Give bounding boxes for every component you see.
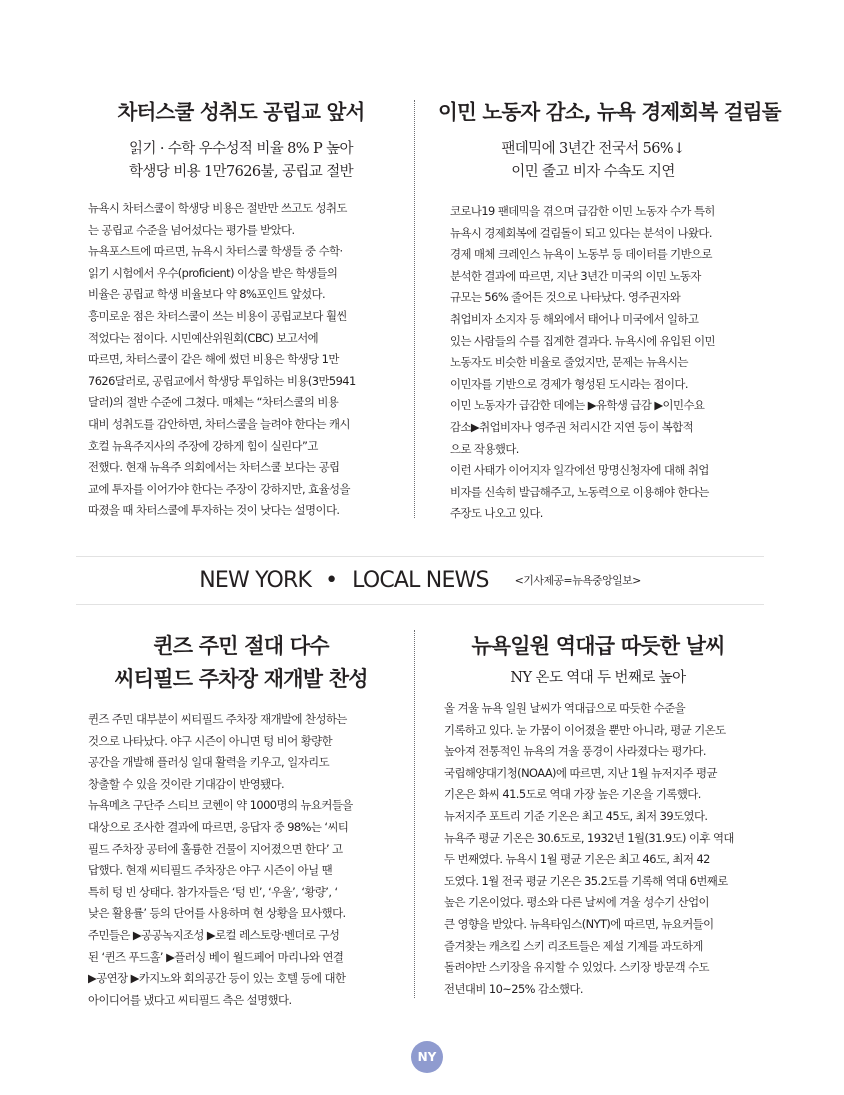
body-line: 취업비자 소지자 등 해외에서 태어나 미국에서 일하고 <box>450 311 699 326</box>
body-line: 이런 사태가 이어지자 일각에선 망명신청자에 대해 취업 <box>450 463 709 478</box>
body-line: 뉴욕포스트에 따르면, 뉴욕시 차터스쿨 학생들 중 수학· <box>88 244 343 259</box>
body-line: 읽기 시험에서 우수(proficient) 이상을 받은 학생들의 <box>88 265 338 280</box>
body-line: 뉴욕시 차터스쿨이 학생당 비용은 절반만 쓰고도 성취도 <box>88 201 347 215</box>
body-line: 뉴욕메츠 구단주 스티브 코헨이 약 1000명의 뉴요커들을 <box>88 798 353 813</box>
body-line: 대상으로 조사한 결과에 따르면, 응답자 중 98%는 ‘씨티 <box>88 819 349 834</box>
page-badge: NY <box>411 1041 443 1073</box>
column-divider <box>414 630 415 998</box>
body-line: 있는 사람들의 수를 집계한 결과다. 뉴욕시에 유입된 이민 <box>450 333 715 348</box>
body-line: 코로나19 팬데믹을 겪으며 급감한 이민 노동자 수가 특히 <box>450 204 715 218</box>
body-line: 주장도 나오고 있다. <box>450 506 543 521</box>
body-line: 전했다. 현재 뉴욕주 의회에서는 차터스쿨 보다는 공립 <box>88 460 340 475</box>
body-line: 7626달러로, 공립교에서 학생당 투입하는 비용(3만5941 <box>88 373 356 388</box>
body-line: 따르면, 차터스쿨이 같은 해에 썼던 비용은 학생당 1만 <box>88 352 339 367</box>
body-line: 두 번째였다. 뉴욕시 1월 평균 기온은 최고 46도, 최저 42 <box>444 852 710 867</box>
body-line: 따졌을 때 차터스쿨에 투자하는 것이 낫다는 설명이다. <box>88 503 340 518</box>
body-line: 뉴욕주 평균 기온은 30.6도로, 1932년 1월(31.9도) 이후 역대 <box>444 830 734 845</box>
body-line: 특히 텅 빈 상태다. 참가자들은 ‘텅 빈’, ‘우울’, ‘황량’, ‘ <box>88 884 338 899</box>
body-line: 공간을 개발해 플러싱 일대 활력을 키우고, 일자리도 <box>88 755 330 770</box>
body-line: 경제 매체 크레인스 뉴욕이 노동부 등 데이터를 기반으로 <box>450 247 712 262</box>
article-charter-school <box>88 96 394 522</box>
article-warm-weather <box>438 630 758 1000</box>
body-line: 국립해양대기청(NOAA)에 따르면, 지난 1월 뉴저지주 평균 <box>444 765 717 780</box>
body-line: 필드 주차장 공터에 훌륭한 건물이 지어졌으면 한다’ 고 <box>88 841 343 856</box>
banner-credit: <기사제공=뉴욕중앙일보> <box>514 574 641 587</box>
body-line: 뉴저지주 포트리 기준 기온은 최고 45도, 최저 39도였다. <box>444 808 708 823</box>
body-line: 도였다. 1월 전국 평균 기온은 35.2도를 기록해 역대 6번째로 <box>444 873 728 888</box>
body-line: 낮은 활용률’ 등의 단어를 사용하며 현 상황을 묘사했다. <box>88 906 346 921</box>
article-body <box>88 709 394 1011</box>
body-line: 기록하고 있다. 눈 가뭄이 이어졌을 뿐만 아니라, 평균 기온도 <box>444 722 726 737</box>
article-citifield-parking <box>88 630 394 1011</box>
body-line: 큰 영향을 받았다. 뉴욕타임스(NYT)에 따르면, 뉴요커들이 <box>444 916 714 931</box>
body-line: 노동자도 비슷한 비율로 줄었지만, 문제는 뉴욕시는 <box>450 355 688 370</box>
banner-title-right: LOCAL NEWS <box>352 567 489 593</box>
column-divider <box>414 100 415 518</box>
body-line: 높아져 전통적인 뉴욕의 겨울 풍경이 사라졌다는 평가다. <box>444 744 706 759</box>
body-line: 으로 작용했다. <box>450 441 519 456</box>
body-line: 즐겨찾는 캐츠킬 스키 리조트들은 제설 기계를 과도하게 <box>444 938 703 953</box>
body-line: 주민들은 ▶공공녹지조성 ▶로컬 레스토랑·벤더로 구성 <box>88 927 340 942</box>
body-line: 퀸즈 주민 대부분이 씨티필드 주차장 재개발에 찬성하는 <box>88 712 347 726</box>
body-line: ▶공연장 ▶카지노와 회의공간 등이 있는 호텔 등에 대한 <box>88 971 346 986</box>
body-line: 답했다. 현재 씨티필드 주차장은 야구 시즌이 아닐 땐 <box>88 863 333 878</box>
article-immigrant-workers <box>438 96 781 525</box>
article-subhead: 읽기 · 수학 우수성적 비율 8% P 높아 학생당 비용 1만7626불, 공립교 절반 <box>128 141 354 180</box>
section-banner <box>76 560 764 600</box>
body-line: 된 ‘퀸즈 푸드홀’ ▶플러싱 베이 월드페어 마리나와 연결 <box>88 949 344 964</box>
body-line: 돌려야만 스키장을 유지할 수 있었다. 스키장 방문객 수도 <box>444 960 709 975</box>
body-line: 달러)의 절반 수준에 그쳤다. 매체는 “차터스쿨의 비용 <box>88 395 339 410</box>
banner-bottom-rule <box>76 604 764 605</box>
body-line: 감소▶취업비자나 영주권 처리시간 지연 등이 복합적 <box>450 419 694 434</box>
body-line: 이민자를 기반으로 경제가 형성된 도시라는 점이다. <box>450 376 688 391</box>
body-line: 것으로 나타났다. 야구 시즌이 아니면 텅 비어 황량한 <box>88 733 333 748</box>
body-line: 전년대비 10~25% 감소했다. <box>444 981 583 996</box>
article-subhead: NY 온도 역대 두 번째로 높아 <box>510 670 686 686</box>
body-line: 아이디어를 냈다고 씨티필드 측은 설명했다. <box>88 992 292 1007</box>
body-line: 기온은 화씨 41.5도로 역대 가장 높은 기온을 기록했다. <box>444 787 701 802</box>
body-line: 비율은 공립교 학생 비율보다 약 8%포인트 앞섰다. <box>88 287 326 302</box>
body-line: 분석한 결과에 따르면, 지난 3년간 미국의 이민 노동자 <box>450 268 701 283</box>
body-line: 는 공립교 수준을 넘어섰다는 평가를 받았다. <box>88 222 295 237</box>
article-headline: 이민 노동자 감소, 뉴욕 경제회복 걸림돌 <box>438 100 781 124</box>
banner-top-rule <box>76 556 764 557</box>
body-line: 비자를 신속히 발급해주고, 노동력으로 이용해야 한다는 <box>450 484 709 499</box>
article-headline: 차터스쿨 성취도 공립교 앞서 <box>117 100 365 124</box>
article-headline: 뉴욕일원 역대급 따듯한 날씨 <box>471 634 725 658</box>
article-headline: 퀸즈 주민 절대 다수 씨티필드 주차장 재개발 찬성 <box>114 634 368 691</box>
body-line: 올 겨울 뉴욕 일원 날씨가 역대급으로 따듯한 수준을 <box>444 701 686 715</box>
body-line: 이민 노동자가 급감한 데에는 ▶유학생 급감 ▶이민수요 <box>450 398 705 413</box>
article-subhead: 팬데믹에 3년간 전국서 56%↓ 이민 줄고 비자 수속도 지연 <box>501 141 685 180</box>
banner-title-left: NEW YORK <box>199 567 312 593</box>
body-line: 규모는 56% 줄어든 것으로 나타났다. 영주권자와 <box>450 290 681 305</box>
body-line: 창출할 수 있을 것이란 기대감이 반영됐다. <box>88 776 285 791</box>
body-line: 흥미로운 점은 차터스쿨이 쓰는 비용이 공립교보다 훨씬 <box>88 308 347 323</box>
article-body <box>444 698 758 1000</box>
banner-separator: • <box>325 567 339 593</box>
article-body <box>450 201 748 525</box>
body-line: 적었다는 점이다. 시민예산위원회(CBC) 보고서에 <box>88 330 319 345</box>
article-body <box>88 198 394 522</box>
body-line: 대비 성취도를 감안하면, 차터스쿨을 늘려야 한다는 캐시 <box>88 416 350 431</box>
body-line: 교에 투자를 이어가야 한다는 주장이 강하지만, 효율성을 <box>88 481 350 496</box>
body-line: 호컬 뉴욕주지사의 주장에 강하게 힘이 실린다”고 <box>88 438 318 453</box>
body-line: 높은 기온이었다. 평소와 다른 날씨에 겨울 성수기 산업이 <box>444 895 709 910</box>
body-line: 뉴욕시 경제회복에 걸림돌이 되고 있다는 분석이 나왔다. <box>450 225 712 240</box>
